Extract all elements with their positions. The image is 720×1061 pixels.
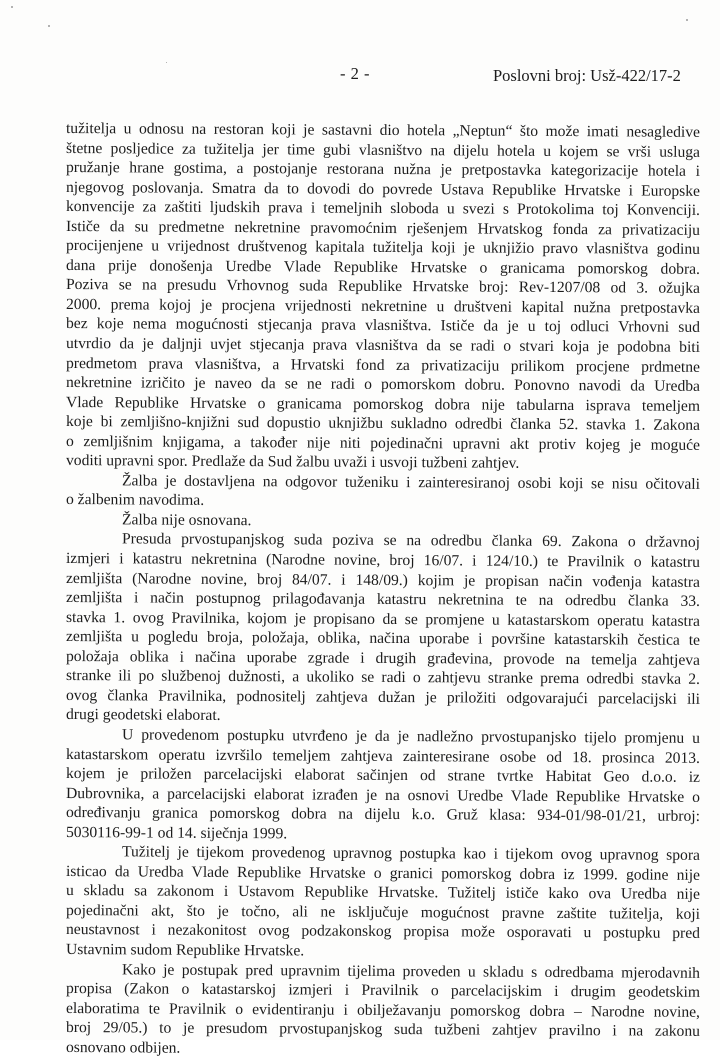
text-line: Žalba je dostavljena na odgovor tuženiku i zainteresiranoj osobi koji se nisu očitovali xyxy=(121,472,701,493)
text-line: utvrdio da je daljnji uvjet stjecanja prava vlasništva da se radi o stvari koja je podobna biti xyxy=(65,335,701,356)
scan-speck xyxy=(11,6,13,8)
paragraph xyxy=(66,529,700,724)
paragraph xyxy=(66,842,700,959)
text-line: Ustavnim sudom Republike Hrvatske. xyxy=(65,940,305,960)
text-line: štetne posljedice za tužitelja jer time gubi vlasništvo na dijelu hotela u kojem se vrši usluga xyxy=(65,139,701,161)
text-line: procijenjene u vrijednost društvenog kapitala tužitelja koji je uknjižio pravo vlasništva godinu xyxy=(65,237,701,259)
text-line: broj 29/05.) to je presudom prvostupanjskog suda tužbeni zahtjev pravilno i na zakonu xyxy=(65,1019,701,1041)
text-line: Ističe da su predmetne nekretnine pravomoćnim rješenjem Hrvatskog fonda za privatizaciju xyxy=(65,217,701,239)
text-line: U provedenom postupku utvrđeno je da je nadležno prvostupanjsko tijelo promjenu u xyxy=(121,726,701,747)
text-line: nekretnine izričito je naveo da se ne radi o pomorskom dobru. Ponovno navodi da Uredba xyxy=(65,374,701,395)
text-line: pružanje hrane gostima, a postojanje restorana nužna je pretpostavka kategorizacije hotela i xyxy=(65,159,701,180)
text-line: drugi geodetski elaborat. xyxy=(65,706,221,725)
paragraph xyxy=(66,510,700,530)
text-line: pojedinačni akt, što je točno, ali ne isključuje mogućnost pravne zaštite tužitelja, koji xyxy=(65,901,701,923)
text-line: Vlade Republike Hrvatske o granicama pomorskog dobra nije tabularna isprava temeljem xyxy=(65,393,701,415)
text-line: Presuda prvostupanjskog suda poziva se na odredbu članka 69. Zakona o državnoj xyxy=(121,530,701,552)
text-line: osnovano odbijen. xyxy=(65,1038,181,1057)
text-line: zemljišta u pogledu broja, položaja, oblika, načina uporabe i površine katastarskih čestica te xyxy=(65,628,701,650)
text-line: položaja oblika i načina uporabe zgrade i drugih građevina, provode na temelja zahtjeva xyxy=(65,647,701,669)
paragraph xyxy=(66,725,700,842)
text-line: Kako je postupak pred upravnim tijelima proveden u skladu s odredbama mjerodavnih xyxy=(121,960,701,982)
paragraph xyxy=(66,119,700,471)
paragraph xyxy=(66,471,700,510)
paragraph xyxy=(66,960,700,1058)
text-line: njegovog poslovanja. Smatra da to dovodi do povrede Ustava Republike Hrvatske i Europske xyxy=(65,178,701,200)
text-line: o žalbenim navodima. xyxy=(65,491,205,510)
text-line: zemljišta (Narodne novine, broj 84/07. i 148/09.) kojim je propisan način vođenja katastra xyxy=(65,569,701,591)
text-line: 2000. prema kojoj je procjena vrijednosti nekretnine u društveni kapital nužna pretpostavka xyxy=(65,295,701,317)
text-line: 5030116-99-1 od 14. siječnja 1999. xyxy=(65,823,288,843)
scan-speck xyxy=(166,62,167,63)
text-line: određivanju granica pomorskog dobra na dijelu k.o. Gruž klasa: 934-01/98-01/21, urbroj: xyxy=(65,804,701,826)
text-line: ovog članka Pravilnika, podnositelj zahtjeva dužan je priložiti odgovarajući parcelacijski ili xyxy=(65,686,701,708)
text-line: o zemljišnim knjigama, a također nije niti pojedinačni upravni akt protiv kojeg je moguće xyxy=(65,432,701,454)
text-line: konvencije za zaštiti ljudskih prava i temeljnih sloboda u svezi s Protokolima toj Konvenciji. xyxy=(65,198,701,220)
text-line: Poziva se na presudu Vrhovnog suda Republike Hrvatske broj: Rev-1207/08 od 3. ožujka xyxy=(65,276,701,298)
text-line: voditi upravni spor. Predlaže da Sud žalbu uvaži i usvoji tužbeni zahtjev. xyxy=(65,452,520,473)
scan-speck xyxy=(686,19,688,21)
page-header xyxy=(0,64,720,88)
text-line: stavka 1. ovog Pravilnika, kojom je propisano da se promjene u katastarskom operatu katastra xyxy=(65,608,701,630)
text-line: elaboratima te Pravilnik o evidentiranju i obilježavanju pomorskog dobra – Narodne novine, xyxy=(65,999,701,1021)
text-line: tužitelja u odnosu na restoran koji je sastavni dio hotela „Neptun“ što može imati nesagledive xyxy=(65,120,701,141)
text-line: katastarskom operatu izvršilo temeljem zahtjeva zainteresirane osobe od 18. prosinca 2013. xyxy=(65,745,701,767)
text-line: kojem je priložen parcelacijski elaborat sačinjen od strane tvrtke Habitat Geo d.o.o. iz xyxy=(65,765,701,786)
document-body xyxy=(66,119,700,1057)
page-number: - 2 - xyxy=(340,64,370,83)
scan-speck xyxy=(48,25,50,27)
text-line: Dubrovnika, a parcelacijski elaborat izrađen je na osnovi Uredbe Vlade Republike Hrvatske o xyxy=(65,784,701,806)
text-line: propisa (Zakon o katastarskoj izmjeri i Pravilnik o parcelacijskim i drugim geodetskim xyxy=(65,980,701,1001)
text-line: stranke ili po službenoj dužnosti, a ukoliko se radi o zahtjevu stranke prema odredbi stavka 2. xyxy=(65,667,701,689)
text-line: neustavnost i nezakonitost ovog podzakonskog propisa može osporavati u postupku pred xyxy=(65,921,701,943)
text-line: izmjeri i katastru nekretnina (Narodne novine, broj 16/07. i 124/10.) te Pravilnik o katastru xyxy=(65,550,701,571)
case-number: Poslovni broj: Usž-422/17-2 xyxy=(493,66,681,85)
text-line: Tužitelj je tijekom provedenog upravnog postupka kao i tijekom ovog upravnog spora xyxy=(121,843,701,865)
text-line: predmetom prava vlasništva, a Hrvatski fond za privatizaciju prilikom procjene prdmetne xyxy=(65,354,701,376)
text-line: Žalba nije osnovana. xyxy=(121,511,252,530)
text-line: dana prije donošenja Uredbe Vlade Republike Hrvatske o granicama pomorskog dobra. xyxy=(65,256,701,278)
text-line: koje bi zemljišno-knjižni sud dopustio uknjižbu sukladno odredbi članka 52. stavka 1. Zakona xyxy=(65,413,701,435)
text-line: zemljišta i način postupnog prilagođavanja katastru nekretnina te na odredbu članka 33. xyxy=(65,589,701,610)
text-line: bez koje nema mogućnosti stjecanja prava vlasništva. Ističe da je u toj odluci Vrhovni sud xyxy=(65,315,701,337)
text-line: u skladu sa zakonom i Ustavom Republike Hrvatske. Tužitelj ističe kako ova Uredba nije xyxy=(65,882,701,904)
text-line: isticao da Uredba Vlade Republike Hrvatske o granici pomorskog dobra iz 1999. godine nije xyxy=(65,862,701,884)
